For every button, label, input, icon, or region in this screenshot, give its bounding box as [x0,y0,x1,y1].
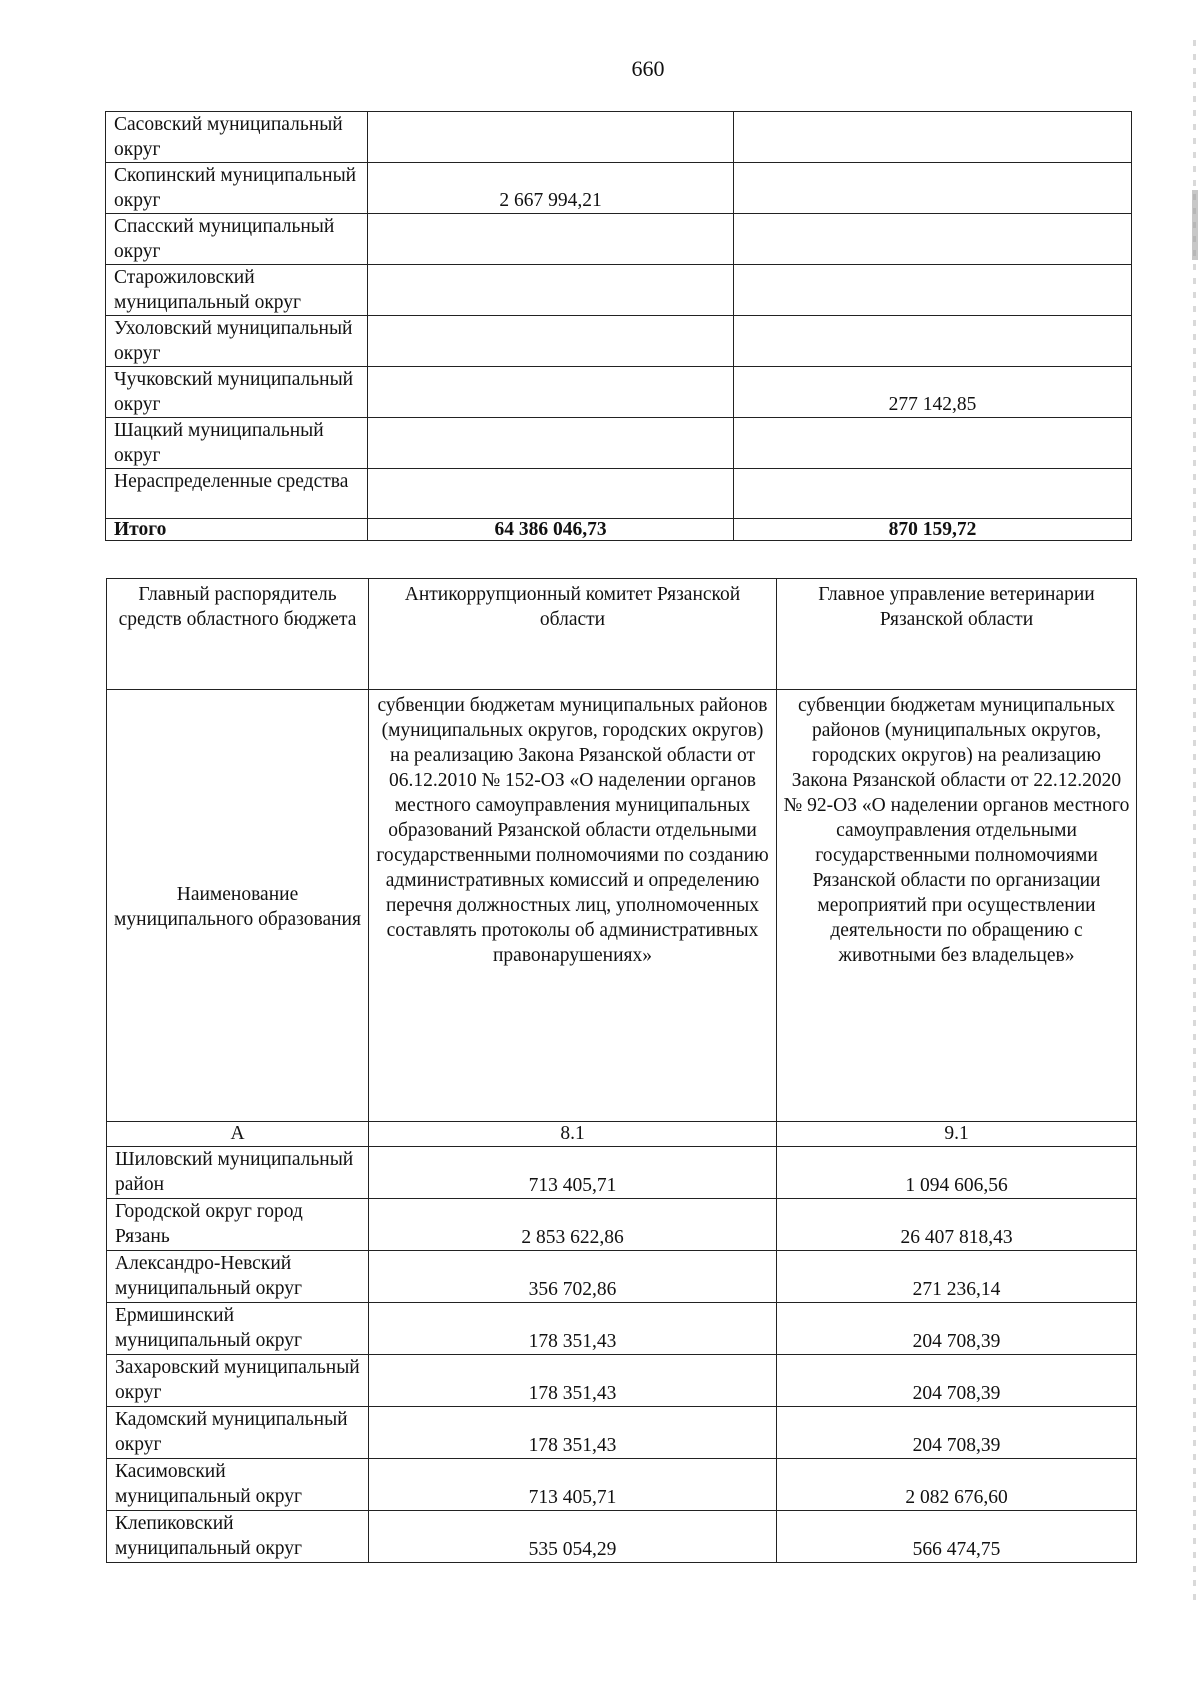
amount-col2: 566 474,75 [777,1511,1137,1563]
description-row [107,690,1137,1122]
table-row [106,469,1132,519]
subvention-allocation-table [106,578,1137,1563]
amount-col1 [368,367,734,418]
amount-col1 [368,418,734,469]
subvention-description-col1: субвенции бюджетам муниципальных районов (муниципальных округов, городских округов) на реализацию Закона Рязанской области от 06.12.2010 № 152-ОЗ «О наделении органов местного самоуправления муниципальных образований Рязанской области отдельными государственными полномочиями по созданию административных комиссий и определению перечня должностных лиц, уполномоченных составлять протоколы об административных правонарушениях» [369,690,777,1122]
municipality-name: Сасовский муниципальный округ [106,112,368,163]
municipality-name: Александро-Невский муниципальный округ [107,1251,369,1303]
amount-col1 [368,112,734,163]
municipality-name: Ермишинский муниципальный округ [107,1303,369,1355]
table-row [107,1459,1137,1511]
subvention-description-col2: субвенции бюджетам муниципальных районов (муниципальных округов, городских округов) на реализацию Закона Рязанской области от 22.12.2020 № 92-ОЗ «О наделении органов местного самоуправления отдельными государственными полномочиями Рязанской области по организации мероприятий при осуществлении деятельности по обращению с животными без владельцев» [777,690,1137,1122]
table-row [107,1511,1137,1563]
total-col1: 64 386 046,73 [368,519,734,541]
amount-col2 [734,469,1132,519]
amount-col1: 535 054,29 [369,1511,777,1563]
amount-col2 [734,214,1132,265]
total-label: Итого [106,519,368,541]
table-row [106,214,1132,265]
table-row [106,112,1132,163]
table-row [107,1355,1137,1407]
scan-smudge-artifact [1192,190,1198,260]
amount-col1 [368,265,734,316]
column-codes-row [107,1122,1137,1147]
municipality-name: Скопинский муниципальный округ [106,163,368,214]
amount-col2 [734,418,1132,469]
amount-col2: 204 708,39 [777,1407,1137,1459]
amount-col1: 713 405,71 [369,1459,777,1511]
total-col2: 870 159,72 [734,519,1132,541]
amount-col1: 178 351,43 [369,1407,777,1459]
page-number: 660 [631,56,665,81]
table-row [107,1407,1137,1459]
allocation-table-continued [105,111,1132,541]
amount-col1 [368,469,734,519]
amount-col2: 271 236,14 [777,1251,1137,1303]
header-anticorruption-committee: Антикоррупционный комитет Рязанской области [369,579,777,690]
municipality-name: Клепиковский муниципальный округ [107,1511,369,1563]
amount-col2: 26 407 818,43 [777,1199,1137,1251]
municipality-name: Городской округ город Рязань [107,1199,369,1251]
amount-col2 [734,316,1132,367]
scan-edge-artifact [1193,40,1196,1600]
amount-col2: 277 142,85 [734,367,1132,418]
municipality-name: Касимовский муниципальный округ [107,1459,369,1511]
amount-col2: 2 082 676,60 [777,1459,1137,1511]
table-row [106,163,1132,214]
amount-col1 [368,316,734,367]
code-label: А [107,1122,369,1147]
amount-col2: 204 708,39 [777,1355,1137,1407]
municipality-name: Шацкий муниципальный округ [106,418,368,469]
municipality-name: Кадомский муниципальный округ [107,1407,369,1459]
amount-col1: 178 351,43 [369,1303,777,1355]
table-row [106,418,1132,469]
amount-col1: 356 702,86 [369,1251,777,1303]
total-row [106,519,1132,541]
header-row [107,579,1137,690]
municipality-name: Ухоловский муниципальный округ [106,316,368,367]
table-row [106,367,1132,418]
table-row [107,1251,1137,1303]
municipality-name: Спасский муниципальный округ [106,214,368,265]
code-col2: 9.1 [777,1122,1137,1147]
municipality-name: Захаровский муниципальный округ [107,1355,369,1407]
table-row [107,1303,1137,1355]
code-col1: 8.1 [369,1122,777,1147]
amount-col1: 713 405,71 [369,1147,777,1199]
amount-col2 [734,163,1132,214]
amount-col1 [368,214,734,265]
amount-col2 [734,112,1132,163]
amount-col1: 2 667 994,21 [368,163,734,214]
header-veterinary-department: Главное управление ветеринарии Рязанской области [777,579,1137,690]
amount-col2 [734,265,1132,316]
table-row [107,1147,1137,1199]
header-distributor-label: Главный распорядитель средств областного бюджета [107,579,369,690]
table-row [106,316,1132,367]
amount-col1: 2 853 622,86 [369,1199,777,1251]
table-row [107,1199,1137,1251]
municipality-name: Старожиловский муниципальный округ [106,265,368,316]
amount-col2: 204 708,39 [777,1303,1137,1355]
municipality-name: Шиловский муниципальный район [107,1147,369,1199]
table-row [106,265,1132,316]
municipality-name: Нераспределенные средства [106,469,368,519]
municipality-name: Чучковский муниципальный округ [106,367,368,418]
amount-col1: 178 351,43 [369,1355,777,1407]
amount-col2: 1 094 606,56 [777,1147,1137,1199]
municipality-column-title: Наименование муниципального образования [107,690,369,1122]
